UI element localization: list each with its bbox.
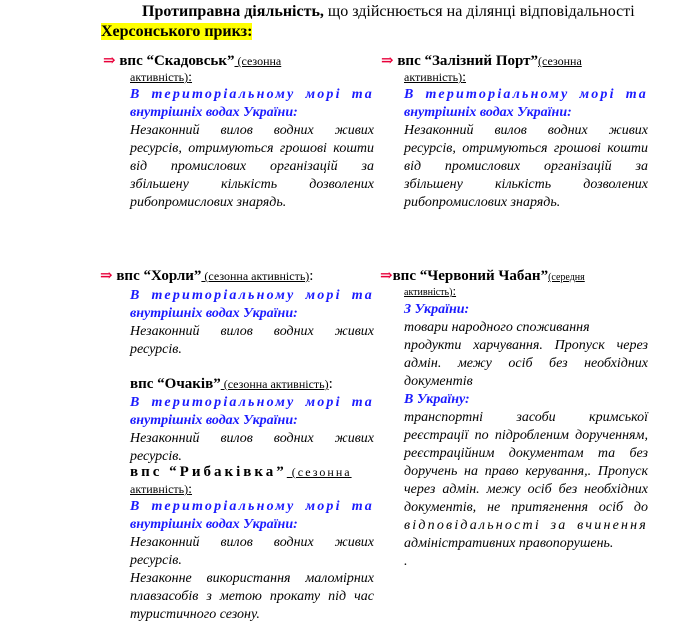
text-line: Незаконний вилов водних живих [404, 123, 648, 138]
post-skadovsk-body [130, 86, 374, 212]
post-paren: (сезонна активність) [220, 377, 329, 391]
blue-line: внутрішніх водах України: [130, 517, 298, 532]
to-label: В Україну: [404, 392, 470, 407]
text-line: Незаконний вилов водних живих [130, 324, 374, 339]
text-line: ресурсів, отримуються грошові кошти [404, 141, 648, 156]
post-khorly-heading [100, 268, 313, 285]
title-line-1 [142, 2, 635, 22]
colon: : [188, 482, 193, 497]
colon: : [462, 70, 467, 85]
text-line: Незаконне використання маломірних [130, 571, 374, 586]
blue-line: В територіальному морі та [130, 87, 374, 102]
text-line: рибопромислових знарядь. [130, 195, 287, 210]
blue-line: В територіальному морі та [130, 395, 374, 410]
post-paren: (сезонна активність) [201, 269, 310, 283]
text-line: ресурсів. [130, 342, 182, 357]
text-line: документів [404, 374, 473, 389]
title-line-2 [101, 22, 252, 42]
post-paren: (середня [548, 272, 585, 283]
post-name: впс “Скадовськ” [119, 53, 235, 69]
post-paren-cont: активність) [404, 70, 463, 84]
trailing-dot: . [404, 554, 408, 569]
colon: : [452, 283, 457, 298]
text-line: транспортні засоби кримської [404, 410, 648, 425]
blue-line: внутрішніх водах України: [404, 105, 572, 120]
post-chabany-sub [404, 285, 456, 299]
post-paren-cont: активність) [130, 482, 189, 496]
blue-line: внутрішніх водах України: [130, 306, 298, 321]
post-zaliznyi-heading [381, 53, 582, 70]
post-khorly-body [130, 287, 374, 359]
text-line: товари народного споживання [404, 320, 590, 335]
arrow-right-icon: ⇒ [103, 53, 116, 69]
text-line: від промислових організацій за [404, 159, 648, 174]
post-rybakivka-sub [130, 482, 374, 497]
title-bold: Протиправна діяльність, [142, 3, 324, 20]
text-line: документів, не притягнення осіб до [404, 500, 648, 515]
post-skadovsk-sub [130, 70, 374, 85]
post-zaliznyi-body [404, 86, 648, 212]
text-line: від промислових організацій за [130, 159, 374, 174]
post-paren: (сезонна [538, 54, 582, 68]
post-chabany-body [404, 301, 648, 571]
post-zaliznyi-sub [404, 70, 648, 85]
text-line: адміністративних правопорушень. [404, 536, 614, 551]
text-line: відповідальності за вчинення [404, 518, 648, 533]
colon: : [309, 268, 314, 284]
post-rybakivka-heading [130, 464, 374, 481]
text-line: туристичного сезону. [130, 607, 260, 622]
post-name: впс “Червоний Чабан” [392, 268, 549, 284]
colon: : [328, 376, 333, 392]
text-line: доручень на право керування,. Пропуск [404, 464, 648, 479]
post-ochakiv-body [130, 394, 374, 466]
arrow-right-icon: ⇒ [380, 268, 393, 284]
text-line: плавзасобів з метою прокату під час [130, 589, 374, 604]
post-paren: (сезонна [286, 465, 352, 479]
text-line: ресурсів, отримуються грошові кошти [130, 141, 374, 156]
post-ochakiv-heading [130, 376, 333, 393]
text-line: рибопромислових знарядь. [404, 195, 561, 210]
text-line: реєстрації по підробленим дорученням, [404, 428, 648, 443]
text-line: продукти харчування. Пропуск через [404, 338, 648, 353]
post-name: впс “Залізний Порт” [397, 53, 538, 69]
text-line: збільшену кількість дозволених [404, 177, 648, 192]
from-label: З України: [404, 302, 470, 317]
text-line: реєстраційним документам та без [404, 446, 648, 461]
post-rybakivka-body [130, 498, 374, 624]
blue-line: В територіальному морі та [130, 288, 374, 303]
arrow-right-icon: ⇒ [100, 268, 113, 284]
post-skadovsk-heading [103, 53, 281, 70]
text-line: Незаконний вилов водних живих [130, 535, 374, 550]
post-paren-cont: активність) [130, 70, 189, 84]
post-name: впс “Очаків” [130, 376, 221, 392]
text-line: ресурсів. [130, 553, 182, 568]
title-highlight: Херсонського прикз: [101, 23, 253, 40]
text-line: ресурсів. [130, 449, 182, 464]
blue-line: внутрішніх водах України: [130, 105, 298, 120]
blue-line: внутрішніх водах України: [130, 413, 298, 428]
blue-line: В територіальному морі та [404, 87, 648, 102]
post-paren: (сезонна [234, 54, 282, 68]
text-line: через адмін. межу осіб без необхідних [404, 482, 648, 497]
text-line: адмін. межу осіб без необхідних [404, 356, 648, 371]
post-chabany-heading [380, 268, 585, 286]
post-name: впс “Хорли” [116, 268, 202, 284]
text-line: Незаконний вилов водних живих [130, 431, 374, 446]
text-line: збільшену кількість дозволених [130, 177, 374, 192]
arrow-right-icon: ⇒ [381, 53, 394, 69]
colon: : [188, 70, 193, 85]
title-rest: що здійснюється на ділянці відповідальності [323, 3, 635, 20]
post-paren-cont: активність) [404, 287, 453, 298]
text-line: Незаконний вилов водних живих [130, 123, 374, 138]
post-name: впс “Рибаківка” [130, 464, 287, 480]
blue-line: В територіальному морі та [130, 499, 374, 514]
